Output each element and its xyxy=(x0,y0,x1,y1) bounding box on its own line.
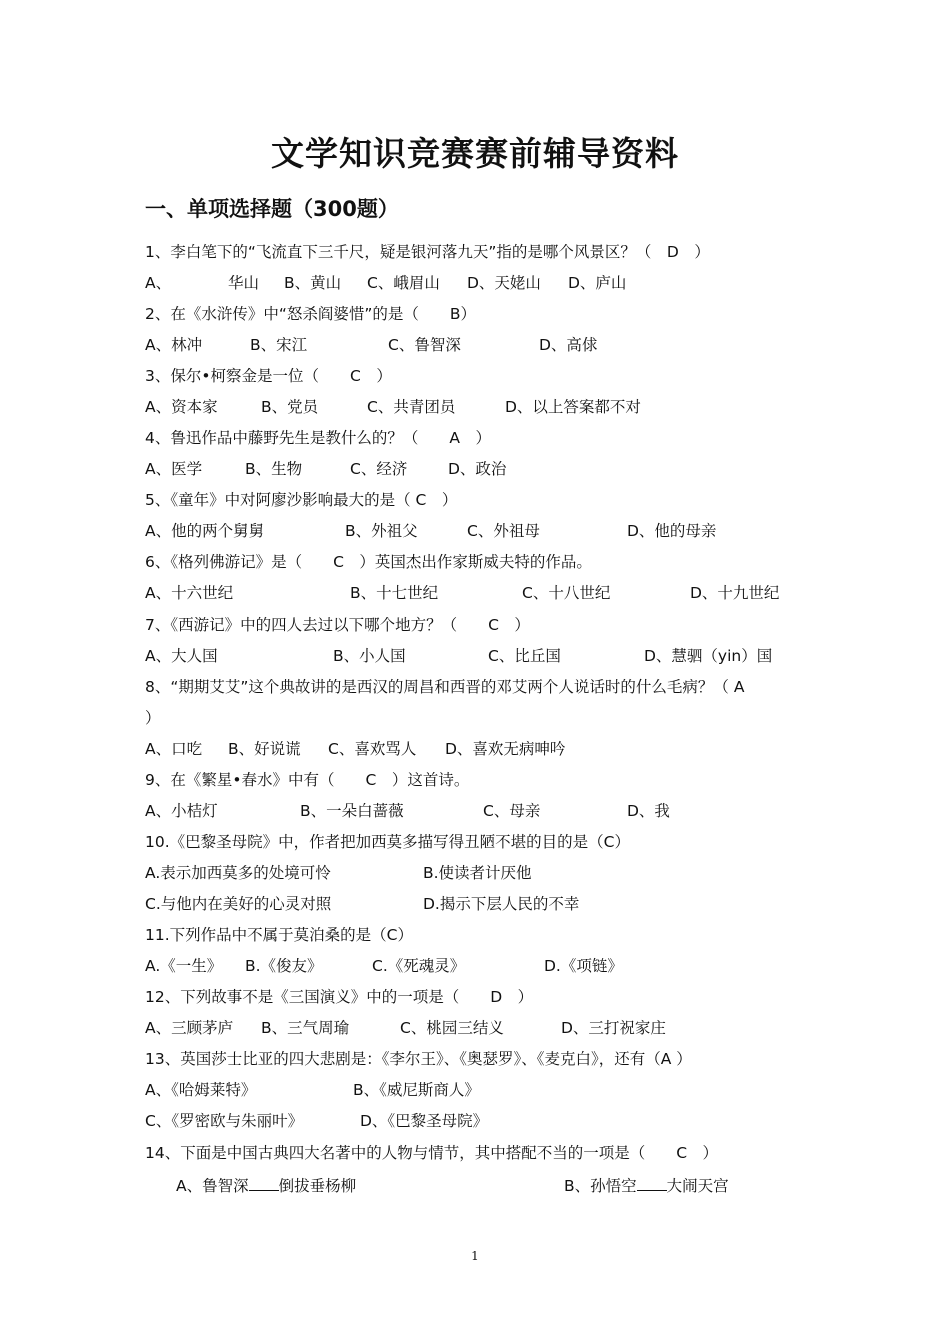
option-b: B.使读者计厌他 xyxy=(423,864,532,882)
question-10: 10.《巴黎圣母院》中，作者把加西莫多描写得丑陋不堪的目的是（C） xyxy=(145,833,630,851)
option-b-event: 大闹天宫 xyxy=(666,1177,729,1195)
option-e: D、庐山 xyxy=(568,274,627,292)
option-c: C、鲁智深 xyxy=(388,336,461,354)
option-b: B.《俊友》 xyxy=(245,957,323,975)
option-d: D.《项链》 xyxy=(544,957,623,975)
document-title: 文学知识竞赛赛前辅导资料 xyxy=(271,134,679,173)
question-2: 2、在《水浒传》中“怒杀阎婆惜”的是（ B） xyxy=(145,305,477,323)
option-c: C、母亲 xyxy=(483,802,541,820)
option-d: D、以上答案都不对 xyxy=(505,398,641,416)
option-c: C.与他内在美好的心灵对照 xyxy=(145,895,332,913)
option-a: A、他的两个舅舅 xyxy=(145,522,265,540)
question-14: 14、下面是中国古典四大名著中的人物与情节，其中搭配不当的一项是（ C ） xyxy=(145,1144,719,1162)
option-a: A、小桔灯 xyxy=(145,802,218,820)
option-a: A、 xyxy=(145,274,172,292)
question-11: 11.下列作品中不属于莫泊桑的是（C） xyxy=(145,926,413,944)
option-d: D、政治 xyxy=(448,460,507,478)
option-d: D、十九世纪 xyxy=(690,584,780,602)
option-a-text: 华山 xyxy=(228,274,260,292)
option-a: A、资本家 xyxy=(145,398,218,416)
question-5: 5、《童年》中对阿廖沙影响最大的是（ C ） xyxy=(145,491,458,509)
section-heading: 一、单项选择题（300题） xyxy=(145,197,399,221)
option-c: C、桃园三结义 xyxy=(400,1019,504,1037)
option-a-person: A、鲁智深 xyxy=(176,1177,249,1195)
option-d: D、高俅 xyxy=(539,336,598,354)
option-a: A、大人国 xyxy=(145,647,218,665)
option-d: D、慧驷（yin）国 xyxy=(644,647,773,665)
option-b: B、小人国 xyxy=(333,647,406,665)
option-c: C、喜欢骂人 xyxy=(328,740,417,758)
option-c: C、外祖母 xyxy=(467,522,540,540)
option-c: C、经济 xyxy=(350,460,408,478)
blank-underline xyxy=(249,1174,279,1191)
option-d: D、我 xyxy=(627,802,670,820)
option-a: A、林冲 xyxy=(145,336,203,354)
option-c: C、《罗密欧与朱丽叶》 xyxy=(145,1112,304,1130)
option-d: D、喜欢无病呻吟 xyxy=(445,740,566,758)
option-b-person: B、孙悟空 xyxy=(564,1177,637,1195)
option-b: B、外祖父 xyxy=(345,522,418,540)
question-8-cont: ） xyxy=(145,709,161,727)
option-a: A、三顾茅庐 xyxy=(145,1019,234,1037)
option-c: C、共青团员 xyxy=(367,398,456,416)
option-b: B、十七世纪 xyxy=(350,584,439,602)
option-d: D、他的母亲 xyxy=(627,522,717,540)
option-b: B、黄山 xyxy=(284,274,342,292)
option-a: A.《一生》 xyxy=(145,957,223,975)
option-c: C、比丘国 xyxy=(488,647,561,665)
option-a: A、医学 xyxy=(145,460,203,478)
question-12: 12、下列故事不是《三国演义》中的一项是（ D ） xyxy=(145,988,534,1006)
option-c: C、峨眉山 xyxy=(367,274,440,292)
question-13: 13、英国莎士比亚的四大悲剧是：《李尔王》、《奥瑟罗》、《麦克白》，还有（A ） xyxy=(145,1050,692,1068)
option-a: A.表示加西莫多的处境可怜 xyxy=(145,864,331,882)
option-a: A、口吃 xyxy=(145,740,203,758)
option-a: A、《哈姆莱特》 xyxy=(145,1081,257,1099)
option-d: D.揭示下层人民的不幸 xyxy=(423,895,580,913)
option-a-event: 倒拔垂杨柳 xyxy=(278,1177,357,1195)
option-a xyxy=(176,1174,356,1196)
option-b: B、党员 xyxy=(261,398,319,416)
option-d: D、《巴黎圣母院》 xyxy=(360,1112,489,1130)
question-7: 7、《西游记》中的四人去过以下哪个地方？（ C ） xyxy=(145,616,530,634)
option-d: D、天姥山 xyxy=(467,274,541,292)
option-b: B、三气周瑜 xyxy=(261,1019,350,1037)
option-b: B、好说谎 xyxy=(228,740,301,758)
question-8: 8、“期期艾艾”这个典故讲的是西汉的周昌和西晋的邓艾两个人说话时的什么毛病？（ A xyxy=(145,678,745,696)
option-c: C.《死魂灵》 xyxy=(372,957,466,975)
option-b: B、生物 xyxy=(245,460,303,478)
option-b: B、一朵白蔷薇 xyxy=(300,802,404,820)
option-c: C、十八世纪 xyxy=(522,584,611,602)
question-3: 3、保尔•柯察金是一位（ C ） xyxy=(145,367,392,385)
blank-underline xyxy=(637,1174,667,1191)
option-b: B、《威尼斯商人》 xyxy=(353,1081,480,1099)
option-d: D、三打祝家庄 xyxy=(561,1019,666,1037)
question-4: 4、鲁迅作品中藤野先生是教什么的？（ A ） xyxy=(145,429,491,447)
page-number: 1 xyxy=(471,1249,479,1263)
question-1: 1、李白笔下的“飞流直下三千尺，疑是银河落九天”指的是哪个风景区？（ D ） xyxy=(145,243,710,261)
option-b xyxy=(564,1174,729,1196)
question-9: 9、在《繁星•春水》中有（ C ）这首诗。 xyxy=(145,771,470,789)
option-b: B、宋江 xyxy=(250,336,308,354)
option-a: A、十六世纪 xyxy=(145,584,234,602)
question-6: 6、《格列佛游记》是（ C ）英国杰出作家斯威夫特的作品。 xyxy=(145,553,592,571)
